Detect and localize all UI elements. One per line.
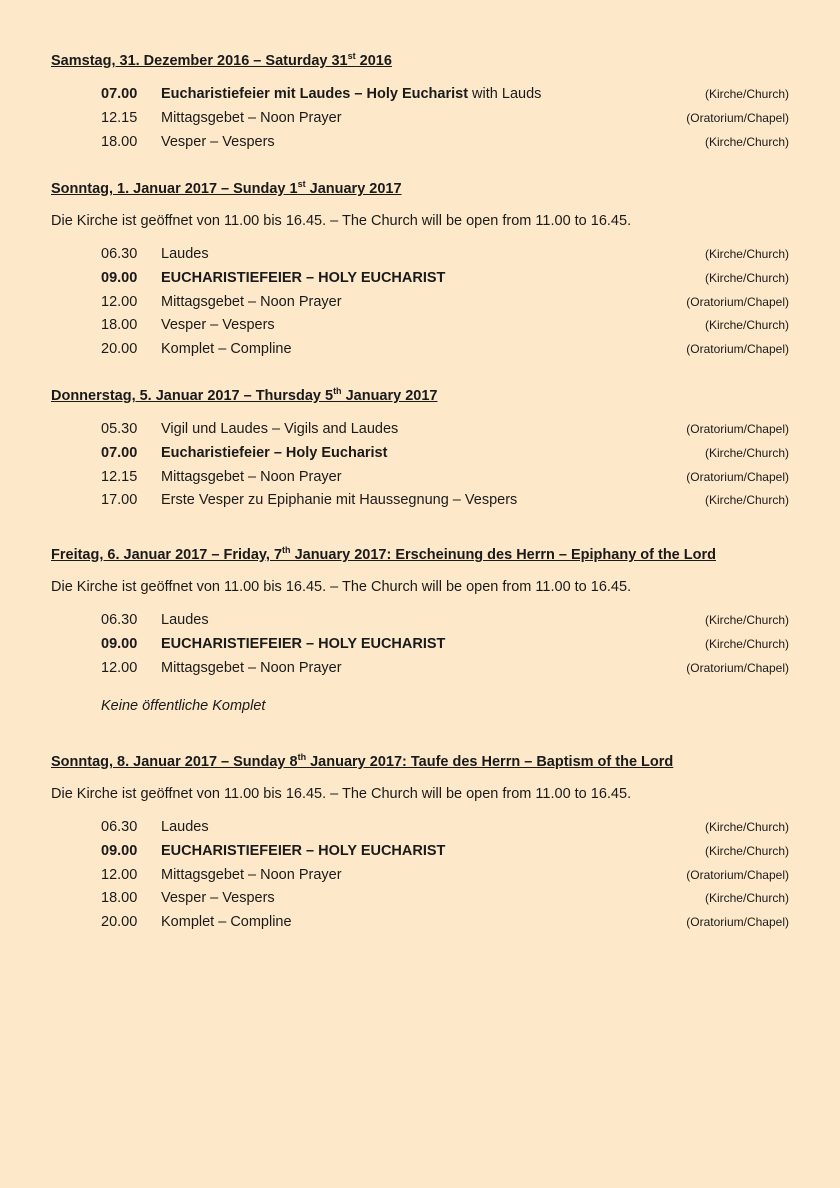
church-opening-note: Die Kirche ist geöffnet von 11.00 bis 16.45. – The Church will be open from 11.00 to 16.45.: [51, 579, 632, 595]
event-title: Mittagsgebet – Noon Prayer: [161, 659, 342, 676]
no-compline-remark: Keine öffentliche Komplet: [101, 698, 266, 715]
event-time: 07.00: [101, 86, 138, 102]
schedule-section-jan-5: [51, 386, 791, 513]
event-list: [51, 816, 791, 935]
event-place: (Kirche/Church): [704, 843, 789, 858]
event-place: (Oratorium/Chapel): [686, 294, 789, 309]
event-time: 09.00: [101, 635, 138, 652]
event-title: Mittagsgebet – Noon Prayer: [161, 468, 342, 485]
event-place: (Oratorium/Chapel): [686, 110, 789, 125]
event-time: 06.30: [101, 819, 138, 835]
event-place: (Kirche/Church): [704, 87, 789, 101]
event-time: 12.00: [101, 659, 138, 676]
church-opening-note: Die Kirche ist geöffnet von 11.00 bis 16.45. – The Church will be open from 11.00 to 16.45.: [51, 786, 632, 802]
event-title: Vesper – Vespers: [161, 317, 275, 334]
event-place: (Oratorium/Chapel): [686, 660, 789, 675]
event-time: 09.00: [101, 842, 138, 859]
event-row: [51, 131, 791, 155]
event-title: Eucharistiefeier – Holy Eucharist: [161, 444, 388, 461]
event-title: Laudes: [161, 246, 209, 262]
event-time: 06.30: [101, 246, 138, 262]
event-time: 20.00: [101, 914, 138, 931]
schedule-section-jan-6: [51, 545, 791, 716]
event-place: (Oratorium/Chapel): [686, 867, 789, 882]
event-place: (Kirche/Church): [704, 820, 789, 834]
event-time: 09.00: [101, 269, 138, 286]
event-row: [51, 489, 791, 513]
event-title: Vigil und Laudes – Vigils and Laudes: [161, 421, 399, 437]
event-title: Komplet – Compline: [161, 341, 292, 358]
event-title: Komplet – Compline: [161, 914, 292, 931]
event-time: 18.00: [101, 890, 138, 907]
event-place: (Kirche/Church): [704, 891, 789, 906]
event-row: [51, 338, 791, 362]
section-heading: Samstag, 31. Dezember 2016 – Saturday 31st 2016: [51, 51, 392, 69]
event-list: [51, 243, 791, 362]
event-title: Mittagsgebet – Noon Prayer: [161, 866, 342, 883]
event-place: (Oratorium/Chapel): [686, 469, 789, 484]
event-row: [51, 107, 791, 131]
event-place: (Kirche/Church): [704, 445, 789, 460]
event-row: [51, 83, 791, 107]
event-time: 12.15: [101, 109, 138, 126]
event-row: [51, 887, 791, 911]
event-title: Laudes: [161, 819, 209, 835]
event-place: (Oratorium/Chapel): [686, 422, 789, 436]
section-heading: Sonntag, 1. Januar 2017 – Sunday 1st January 2017: [51, 179, 402, 197]
event-row: [51, 816, 791, 840]
event-row: [51, 291, 791, 315]
schedule-section-jan-1: [51, 179, 791, 362]
event-time: 12.15: [101, 468, 138, 485]
event-row: [51, 840, 791, 864]
event-place: (Kirche/Church): [704, 270, 789, 285]
event-list: [51, 609, 791, 680]
section-heading: Freitag, 6. Januar 2017 – Friday, 7th January 2017: Erscheinung des Herrn – Epiphany of the Lord: [51, 545, 716, 563]
event-place: (Kirche/Church): [704, 613, 789, 627]
event-time: 18.00: [101, 133, 138, 150]
schedule-section-jan-8: [51, 752, 791, 935]
event-row: [51, 633, 791, 657]
event-title: Erste Vesper zu Epiphanie mit Haussegnung – Vespers: [161, 492, 518, 509]
event-title: EUCHARISTIEFEIER – HOLY EUCHARIST: [161, 269, 446, 286]
event-place: (Kirche/Church): [704, 493, 789, 508]
event-time: 17.00: [101, 492, 138, 509]
event-place: (Kirche/Church): [704, 247, 789, 261]
event-time: 06.30: [101, 612, 138, 628]
event-row: [51, 911, 791, 935]
event-title: EUCHARISTIEFEIER – HOLY EUCHARIST: [161, 635, 446, 652]
event-place: (Oratorium/Chapel): [686, 915, 789, 930]
event-title: Mittagsgebet – Noon Prayer: [161, 293, 342, 310]
section-heading: Sonntag, 8. Januar 2017 – Sunday 8th January 2017: Taufe des Herrn – Baptism of the Lord: [51, 752, 674, 770]
event-title: EUCHARISTIEFEIER – HOLY EUCHARIST: [161, 842, 446, 859]
event-place: (Kirche/Church): [704, 134, 789, 149]
event-row: [51, 267, 791, 291]
event-time: 05.30: [101, 421, 138, 437]
schedule-section-dec-31: [51, 51, 791, 154]
event-place: (Kirche/Church): [704, 318, 789, 333]
event-time: 18.00: [101, 317, 138, 334]
event-row: [51, 657, 791, 681]
event-row: [51, 314, 791, 338]
event-time: 20.00: [101, 341, 138, 358]
event-row: [51, 466, 791, 490]
church-opening-note: Die Kirche ist geöffnet von 11.00 bis 16.45. – The Church will be open from 11.00 to 16.45.: [51, 213, 632, 229]
event-place: (Oratorium/Chapel): [686, 342, 789, 357]
event-time: 12.00: [101, 293, 138, 310]
event-title: Vesper – Vespers: [161, 133, 275, 150]
event-row: [51, 418, 791, 442]
event-title: Mittagsgebet – Noon Prayer: [161, 109, 342, 126]
event-title: Laudes: [161, 612, 209, 628]
event-row: [51, 442, 791, 466]
event-place: (Kirche/Church): [704, 636, 789, 651]
event-list: [51, 83, 791, 154]
event-title: Vesper – Vespers: [161, 890, 275, 907]
event-row: [51, 243, 791, 267]
event-time: 12.00: [101, 866, 138, 883]
section-heading: Donnerstag, 5. Januar 2017 – Thursday 5th January 2017: [51, 386, 438, 404]
event-time: 07.00: [101, 444, 138, 461]
event-row: [51, 864, 791, 888]
event-list: [51, 418, 791, 513]
event-row: [51, 609, 791, 633]
event-title: Eucharistiefeier mit Laudes – Holy Eucharist with Lauds: [161, 86, 542, 102]
